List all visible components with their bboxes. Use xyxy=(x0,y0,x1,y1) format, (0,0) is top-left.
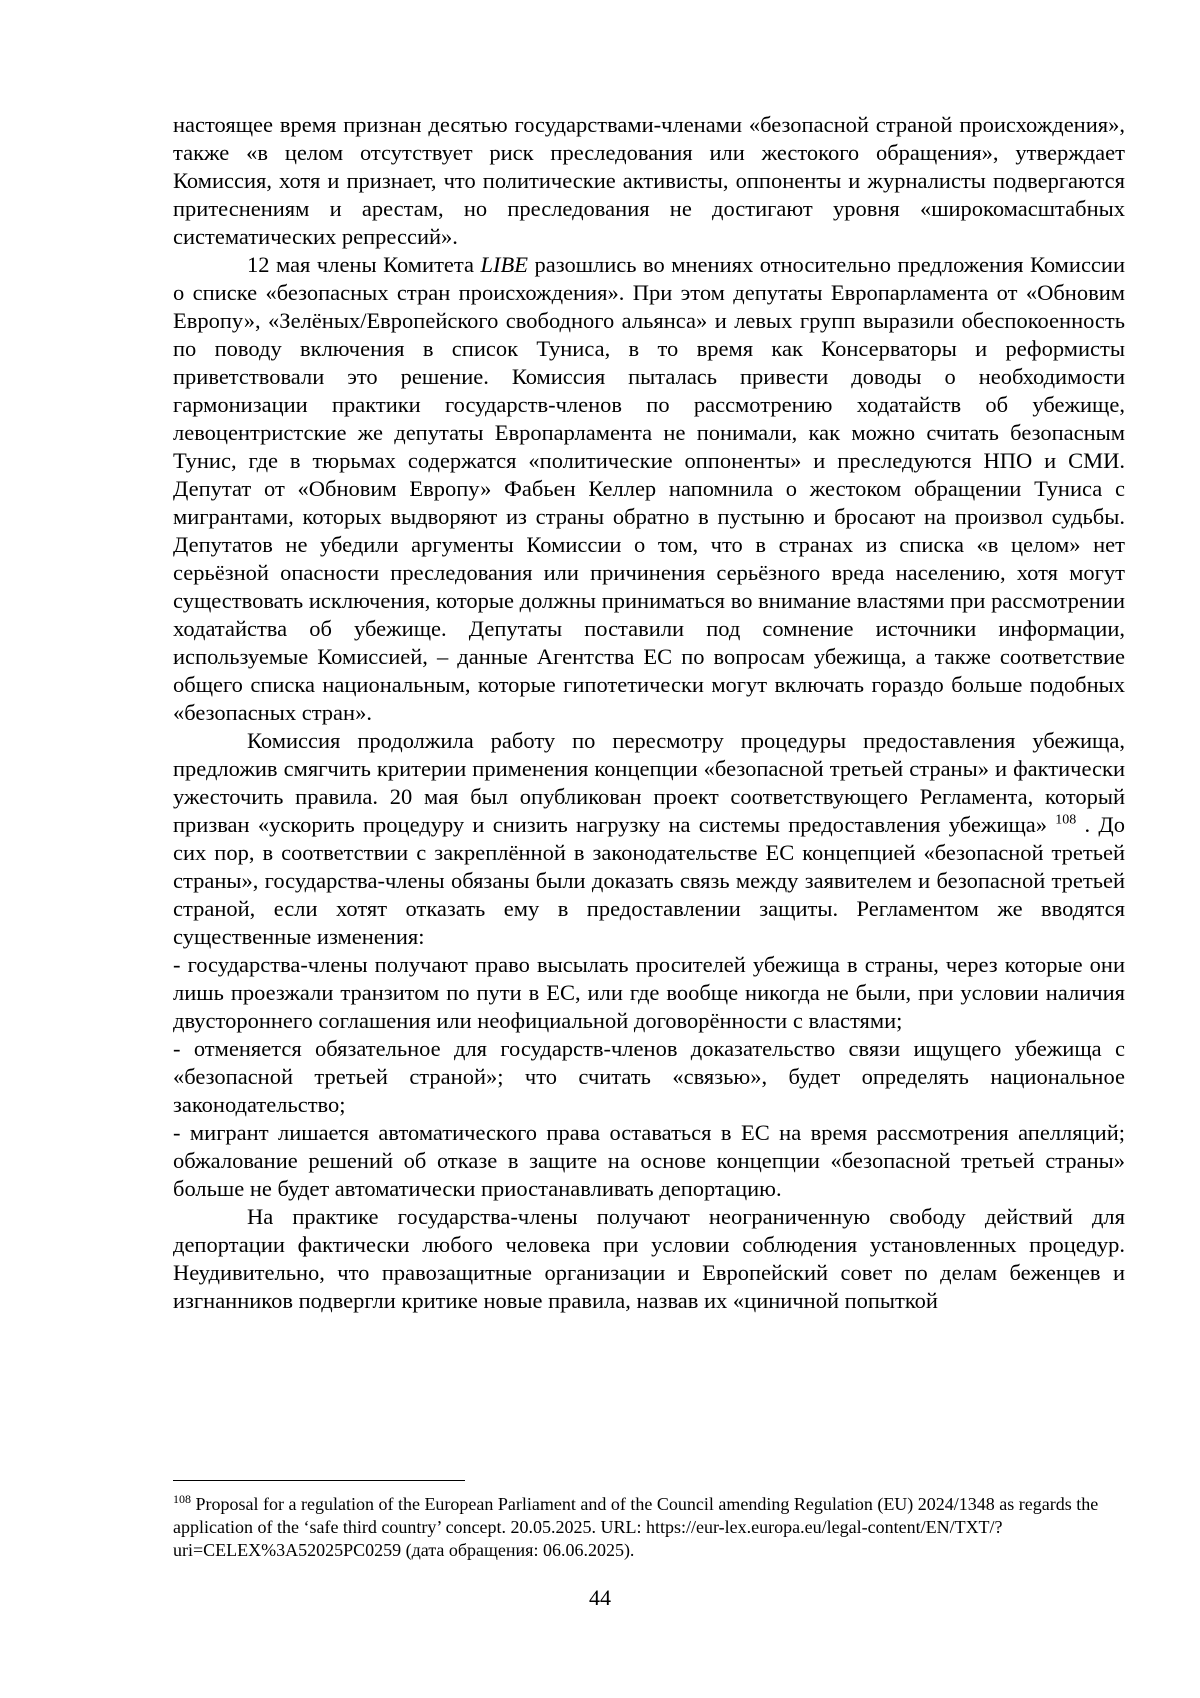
main-text xyxy=(173,111,1125,1315)
footnote-text: Proposal for a regulation of the European Parliament and of the Council amending Regulation (EU) 2024/1348 as regards the application of the ‘safe third country’ concept. 20.05.2025. URL: https://eur-lex.europa.eu/legal-content/EN/TXT/?uri=CELEX%3A52025PC0259 (дата обращения: 06.06.2025). xyxy=(173,1494,1099,1560)
footnote-108 xyxy=(173,1493,1125,1562)
page-body xyxy=(173,111,1125,1315)
committee-name-libe: LIBE xyxy=(480,252,528,277)
list-item-1: - государства-члены получают право высылать просителей убежища в страны, через которые они лишь проезжали транзитом по пути в ЕС, или где вообще никогда не были, при условии наличия двустороннего соглашения или неофициальной договорённости с властями; xyxy=(173,952,1125,1033)
footnote-reference-108[interactable]: 108 xyxy=(1055,812,1077,828)
paragraph-2-rest: разошлись во мнениях относительно предложения Комиссии о списке «безопасных стран происхождения». При этом депутаты Европарламента от «Обновим Европу», «Зелёных/Европейского свободного альянса» и левых групп выразили обеспокоенность по поводу включения в список Туниса, в то время как Консерваторы и реформисты приветствовали это решение. Комиссия пыталась привести доводы о необходимости гармонизации практики государств-членов по рассмотрению ходатайств об убежище, левоцентристские же депутаты Европарламента не понимали, как можно считать безопасным Тунис, где в тюрьмах содержатся «политические оппоненты» и преследуются НПО и СМИ. Депутат от «Обновим Европу» Фабьен Келлер напомнила о жестоком обращении Туниса с мигрантами, которых выдворяют из страны обратно в пустыню и бросают на произвол судьбы. Депутатов не убедили аргументы Комиссии о том, что в странах из списка «в целом» нет серьёзной опасности преследования или причинения серьёзного вреда населению, хотя могут существовать исключения, которые должны приниматься во внимание властями при рассмотрении ходатайства об убежище. Депутаты поставили под сомнение источники информации, используемые Комиссией, – данные Агентства ЕС по вопросам убежища, а также соответствие общего списка национальным, которые гипотетически могут включать гораздо больше подобных «безопасных стран». xyxy=(173,252,1126,725)
paragraph-3 xyxy=(173,727,1125,951)
paragraph-1: настоящее время признан десятью государствами-членами «безопасной страной происхождения», также «в целом отсутствует риск преследования или жестокого обращения», утверждает Комиссия, хотя и признает, что политические активисты, оппоненты и журналисты подвергаются притеснениям и арестам, но преследования не достигают уровня «широкомасштабных систематических репрессий». xyxy=(173,112,1125,249)
footnote-separator xyxy=(173,1480,465,1481)
footnote-number: 108 xyxy=(173,1492,191,1506)
paragraph-2 xyxy=(173,251,1125,727)
paragraph-2-start: 12 мая члены Комитета xyxy=(247,252,481,277)
page-number: 44 xyxy=(589,1585,611,1610)
paragraph-3-start: Комиссия продолжила работу по пересмотру процедуры предоставления убежища, предложив смягчить критерии применения концепции «безопасной третьей страны» и фактически ужесточить правила. 20 мая был опубликован проект соответствующего Регламента, который призван «ускорить процедуру и снизить нагрузку на системы предоставления убежища» xyxy=(173,728,1125,837)
paragraph-3-rest: . До сих пор, в соответствии с закреплённой в законодательстве ЕС концепцией «безопасной третьей страны», государства-члены обязаны были доказать связь между заявителем и безопасной третьей страной, если хотят отказать ему в предоставлении защиты. Регламентом же вводятся существенные изменения: xyxy=(173,812,1126,949)
paragraph-4: На практике государства-члены получают неограниченную свободу действий для депортации фактически любого человека при условии соблюдения установленных процедур. Неудивительно, что правозащитные организации и Европейский совет по делам беженцев и изгнанников подвергли критике новые правила, назвав их «циничной попыткой xyxy=(173,1204,1125,1313)
list-item-2: - отменяется обязательное для государств-членов доказательство связи ищущего убежища с «безопасной третьей страной»; что считать «связью», будет определять национальное законодательство; xyxy=(173,1036,1125,1117)
list-item-3: - мигрант лишается автоматического права оставаться в ЕС на время рассмотрения апелляций; обжалование решений об отказе в защите на основе концепции «безопасной третьей страны» больше не будет автоматически приостанавливать депортацию. xyxy=(173,1120,1125,1201)
